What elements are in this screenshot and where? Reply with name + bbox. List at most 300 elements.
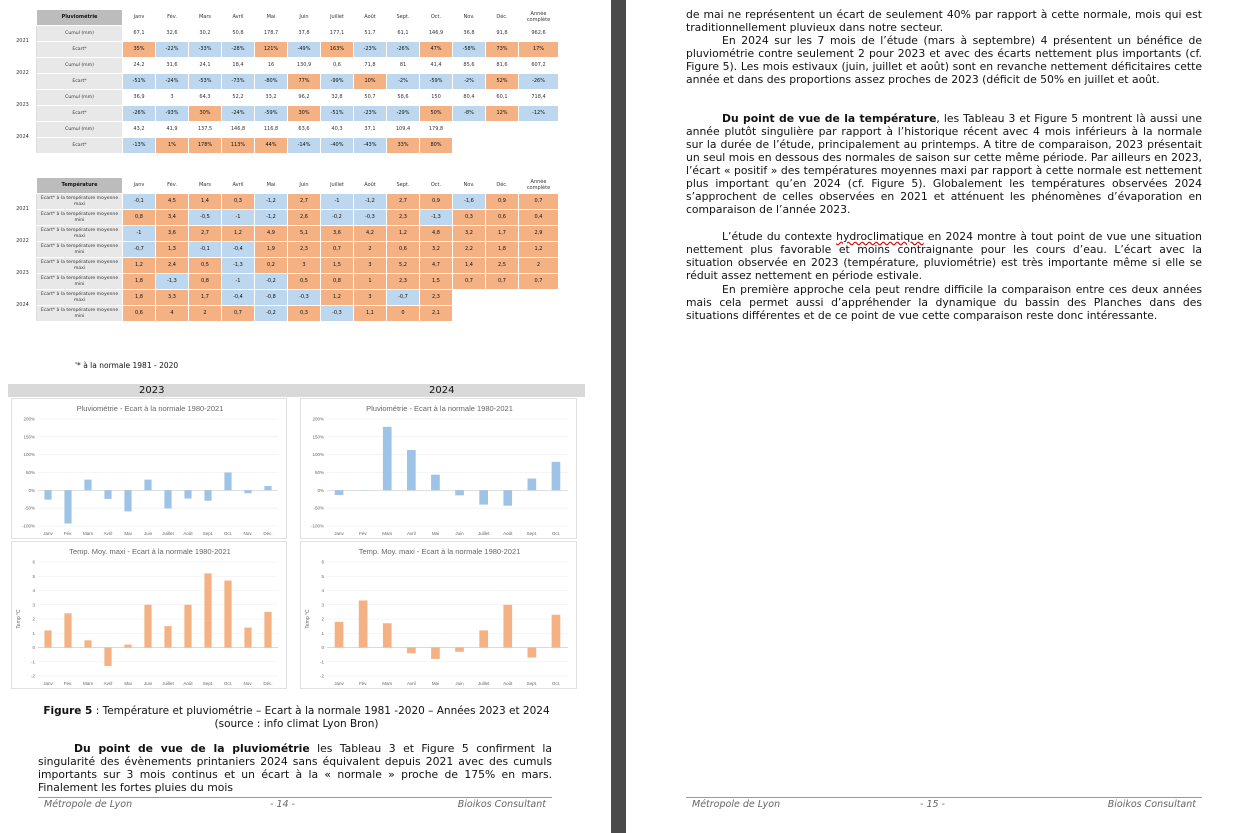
bar — [455, 490, 464, 495]
bar — [164, 490, 171, 508]
value-cell — [519, 290, 559, 306]
month-header: Oct. — [420, 10, 453, 26]
value-cell: 3,3 — [156, 290, 189, 306]
value-cell: 43,2 — [123, 122, 156, 138]
footer-left: Métropole de Lyon — [44, 799, 133, 810]
row-label: Ecart* à la température moyenne mini — [37, 274, 123, 290]
value-cell: 0 — [387, 306, 420, 322]
chart-title: Pluviométrie - Ecart à la normale 1980-2021 — [76, 404, 224, 413]
x-tick-label: Juin — [455, 531, 464, 536]
value-cell: -1 — [123, 226, 156, 242]
value-cell: 2,7 — [189, 226, 222, 242]
value-cell: 50,7 — [354, 90, 387, 106]
value-cell: 32,6 — [156, 26, 189, 42]
month-header: Oct. — [420, 178, 453, 194]
value-cell: -0,3 — [354, 210, 387, 226]
value-cell: 130,9 — [288, 58, 321, 74]
value-cell: -58% — [453, 42, 486, 58]
value-cell: -0,2 — [255, 274, 288, 290]
chart-title: Pluviométrie - Ecart à la normale 1980-2021 — [366, 404, 513, 413]
value-cell: 2,3 — [387, 210, 420, 226]
x-tick-label: Août — [503, 681, 513, 686]
y-tick-label: 200% — [312, 416, 324, 422]
value-cell: 77% — [288, 74, 321, 90]
y-tick-label: 150% — [312, 434, 324, 440]
bar — [407, 450, 416, 490]
value-cell: -24% — [222, 106, 255, 122]
table-title: Pluviométrie — [37, 10, 123, 26]
value-cell: -1,3 — [156, 274, 189, 290]
spellcheck-word: hydroclimatique — [836, 230, 924, 243]
value-cell: 81 — [387, 58, 420, 74]
value-cell: 73% — [486, 42, 519, 58]
y-tick-label: 3 — [321, 602, 324, 608]
value-cell: 0,6 — [321, 58, 354, 74]
bar — [204, 573, 211, 647]
paragraph-hydroclimate — [686, 230, 1202, 282]
bar — [359, 600, 368, 647]
y-tick-label: 6 — [32, 559, 35, 565]
x-tick-label: Août — [503, 531, 513, 536]
value-cell: 3 — [354, 258, 387, 274]
bar — [264, 486, 271, 490]
year-cell: 2022 — [9, 58, 37, 90]
value-cell: -1 — [222, 274, 255, 290]
value-cell: -1,6 — [453, 194, 486, 210]
bar — [224, 581, 231, 648]
para3-text: en 2024 montre à tout point de vue une situation nettement plus favorable et moins contraignante pour les cours d’eau. L’écart avec la situation observée en 2023 (température, pluviométrie) est très importante même si elle se réduit assez nettement en période estivale. — [686, 230, 1202, 282]
month-header: Fév. — [156, 178, 189, 194]
bar — [455, 648, 464, 652]
x-tick-label: Mars — [382, 681, 393, 686]
value-cell: 1,2 — [387, 226, 420, 242]
x-tick-label: Août — [183, 531, 193, 536]
value-cell: 58,6 — [387, 90, 420, 106]
value-cell: 2 — [189, 306, 222, 322]
value-cell: -0,3 — [321, 306, 354, 322]
y-tick-label: -50% — [24, 505, 35, 511]
value-cell: 33% — [387, 138, 420, 154]
value-cell: 2,7 — [288, 194, 321, 210]
value-cell: 17% — [519, 42, 559, 58]
value-cell: 37,8 — [288, 26, 321, 42]
caption-line1: : Température et pluviométrie – Ecart à la normale 1981 -2020 – Années 2023 et 2024 — [92, 705, 550, 717]
value-cell: 1,4 — [189, 194, 222, 210]
value-cell: 32,8 — [321, 90, 354, 106]
x-tick-label: Sept. — [526, 681, 538, 686]
value-cell: -93% — [156, 106, 189, 122]
value-cell: 3,6 — [156, 226, 189, 242]
value-cell: 2,5 — [486, 258, 519, 274]
value-cell: 178% — [189, 138, 222, 154]
y-tick-label: 3 — [32, 602, 35, 608]
bar — [224, 473, 231, 491]
para-text: les Tableau 3 et Figure 5 confirment la singularité des évènements printaniers 2024 sans équivalent depuis 2021 avec des cumuls importants sur 3 mois continus et un écart à la « normale » proche de 175% en mars. Finalement les fortes pluies du mois — [38, 742, 552, 794]
y-tick-label: 100% — [23, 452, 35, 458]
value-cell: 1,5 — [321, 258, 354, 274]
page-14 — [0, 0, 611, 833]
bar — [204, 490, 211, 500]
value-cell: 2,6 — [288, 210, 321, 226]
y-tick-label: -100% — [21, 523, 35, 529]
value-cell: 1,1 — [354, 306, 387, 322]
month-header: Juin — [288, 178, 321, 194]
y-tick-label: 5 — [321, 573, 324, 579]
value-cell: 10% — [354, 74, 387, 90]
value-cell: 36,8 — [453, 26, 486, 42]
value-cell: -12% — [519, 106, 559, 122]
value-cell: 3,2 — [453, 226, 486, 242]
value-cell: 33,2 — [255, 90, 288, 106]
table-row — [9, 58, 559, 74]
value-cell: 0,3 — [222, 194, 255, 210]
bar — [44, 490, 51, 499]
value-cell: 30,2 — [189, 26, 222, 42]
x-tick-label: Oct. — [551, 681, 561, 686]
month-header: Avril — [222, 10, 255, 26]
value-cell: -13% — [123, 138, 156, 154]
value-cell: 0,6 — [387, 242, 420, 258]
value-cell: 63,6 — [288, 122, 321, 138]
y-axis-label: Temp °C — [305, 609, 311, 629]
x-tick-label: Oct. — [223, 681, 233, 686]
month-header: Mai — [255, 178, 288, 194]
bar — [407, 648, 416, 654]
y-axis-label: Temp °C — [16, 609, 22, 629]
value-cell: 179,8 — [420, 122, 453, 138]
y-tick-label: 2 — [321, 616, 324, 622]
chart-pluvio-2023 — [11, 398, 287, 539]
value-cell: 121% — [255, 42, 288, 58]
row-label: Cumul (mm) — [37, 122, 123, 138]
value-cell: 47% — [420, 42, 453, 58]
value-cell: -2% — [453, 74, 486, 90]
page-gutter — [611, 0, 626, 833]
corner-cell — [9, 10, 37, 26]
value-cell — [519, 138, 559, 154]
y-tick-label: 0 — [32, 645, 35, 650]
x-tick-label: Avril — [103, 531, 113, 536]
month-header: Fév. — [156, 10, 189, 26]
row-label: Cumul (mm) — [37, 58, 123, 74]
para3-pre: L’étude du contexte — [722, 230, 837, 243]
temperature-table — [8, 177, 559, 322]
value-cell: -1,3 — [420, 210, 453, 226]
value-cell — [519, 306, 559, 322]
para2-text: , les Tableau 3 et Figure 5 montrent là aussi une année plutôt singulière par rapport à l’historique récent avec 4 mois inférieurs à la normale sur la durée de l’étude, principalement au printemps. A titre de comparaison, 2023 présentait un seul mois en dessous des normales de saison sur cette même période. Par ailleurs en 2023, l’écart « positif » des températures moyennes maxi par rapport à cette normale est nettement plus important qu’en 2024 (cf. Figure 5). Globalement les températures observées 2024 s’approchent de celles observées en 2021 et atténuent les phénomènes d’évaporation en comparaison de l’année 2023. — [686, 112, 1202, 216]
table-row — [9, 290, 559, 306]
x-tick-label: Juin — [143, 681, 153, 686]
value-cell: 1 — [354, 274, 387, 290]
y-tick-label: 2 — [32, 616, 35, 622]
value-cell: -29% — [387, 106, 420, 122]
paragraph-may-rain — [686, 8, 1202, 86]
y-tick-label: 1 — [321, 630, 324, 636]
year-cell: 2023 — [9, 258, 37, 290]
value-cell — [453, 122, 486, 138]
value-cell: 36,9 — [123, 90, 156, 106]
value-cell: -51% — [123, 74, 156, 90]
bar — [144, 480, 151, 491]
value-cell — [486, 306, 519, 322]
value-cell: -26% — [519, 74, 559, 90]
value-cell: -0,4 — [222, 242, 255, 258]
figure-caption — [8, 705, 585, 731]
y-tick-label: -100% — [310, 523, 324, 529]
value-cell: 2,2 — [453, 242, 486, 258]
bar — [479, 630, 488, 647]
bar — [335, 490, 344, 495]
bar — [383, 427, 392, 490]
value-cell: 2,3 — [387, 274, 420, 290]
value-cell — [486, 122, 519, 138]
table-row — [9, 210, 559, 226]
value-cell: 40,3 — [321, 122, 354, 138]
year-cell: 2021 — [9, 26, 37, 58]
y-tick-label: 4 — [321, 588, 324, 593]
value-cell: -0,5 — [189, 210, 222, 226]
value-cell: 52% — [486, 74, 519, 90]
value-cell: 0,5 — [288, 274, 321, 290]
value-cell: 2,7 — [387, 194, 420, 210]
value-cell: 116,8 — [255, 122, 288, 138]
value-cell: 0,4 — [519, 210, 559, 226]
caption-line2: (source : info climat Lyon Bron) — [214, 718, 379, 730]
value-cell: 0,9 — [420, 194, 453, 210]
value-cell: 2,9 — [519, 226, 559, 242]
y-tick-label: 0 — [321, 645, 324, 650]
y-tick-label: 4 — [32, 588, 35, 593]
value-cell: -1,2 — [255, 210, 288, 226]
month-header: Juillet — [321, 10, 354, 26]
bar — [84, 640, 91, 647]
y-tick-label: 6 — [321, 559, 324, 565]
y-tick-label: 100% — [312, 452, 324, 458]
value-cell: 146,8 — [222, 122, 255, 138]
month-header: Déc. — [486, 10, 519, 26]
bar — [383, 623, 392, 647]
row-label: Ecart* à la température moyenne mini — [37, 210, 123, 226]
y-tick-label: -1 — [319, 659, 324, 665]
table-row — [9, 42, 559, 58]
value-cell: 24,1 — [189, 58, 222, 74]
value-cell: 146,9 — [420, 26, 453, 42]
month-header: Déc. — [486, 178, 519, 194]
bar — [552, 615, 561, 648]
y-tick-label: 150% — [23, 434, 35, 440]
value-cell: 4,7 — [420, 258, 453, 274]
value-cell: 3 — [156, 90, 189, 106]
x-tick-label: Mars — [83, 531, 93, 536]
y-tick-label: 50% — [314, 470, 324, 475]
value-cell: 1,3 — [156, 242, 189, 258]
value-cell: 4,5 — [156, 194, 189, 210]
value-cell: 4,2 — [354, 226, 387, 242]
bar — [144, 605, 151, 648]
bar — [503, 490, 512, 505]
value-cell: 0,8 — [321, 274, 354, 290]
bar — [104, 490, 111, 499]
table-row — [9, 26, 559, 42]
value-cell: 0,7 — [321, 242, 354, 258]
row-label: Ecart* à la température moyenne maxi — [37, 226, 123, 242]
value-cell: 178,7 — [255, 26, 288, 42]
table-row — [9, 306, 559, 322]
value-cell: 962,6 — [519, 26, 559, 42]
bar — [164, 626, 171, 647]
value-cell: -49% — [288, 42, 321, 58]
month-header: Mars — [189, 10, 222, 26]
value-cell: -0,7 — [123, 242, 156, 258]
chart-title: Temp. Moy. maxi - Ecart à la normale 1980-2021 — [69, 547, 231, 556]
bar — [184, 605, 191, 648]
value-cell: 2,1 — [420, 306, 453, 322]
row-label: Ecart* à la température moyenne mini — [37, 242, 123, 258]
value-cell: -80% — [255, 74, 288, 90]
x-tick-label: Mai — [124, 531, 132, 536]
x-tick-label: Oct. — [223, 531, 233, 536]
value-cell: -8% — [453, 106, 486, 122]
row-label: Cumul (mm) — [37, 90, 123, 106]
value-cell: 4 — [156, 306, 189, 322]
month-header: Mai — [255, 10, 288, 26]
value-cell: 1,2 — [321, 290, 354, 306]
value-cell: -0,2 — [321, 210, 354, 226]
value-cell: -53% — [189, 74, 222, 90]
bar — [528, 648, 537, 658]
year-total-header: Année complète — [519, 178, 559, 194]
value-cell: 0,9 — [486, 194, 519, 210]
value-cell: 3 — [288, 258, 321, 274]
value-cell: 52,2 — [222, 90, 255, 106]
x-tick-label: Janv — [43, 681, 53, 686]
value-cell: 60,1 — [486, 90, 519, 106]
value-cell: -99% — [321, 74, 354, 90]
bar — [264, 612, 271, 648]
value-cell: -0,2 — [255, 306, 288, 322]
bar — [44, 630, 51, 647]
value-cell: -51% — [321, 106, 354, 122]
y-tick-label: 1 — [32, 630, 35, 636]
value-cell — [486, 138, 519, 154]
value-cell: 1,2 — [222, 226, 255, 242]
paragraph-comparison: En première approche cela peut rendre difficile la comparaison entre ces deux années mais cela permet aussi d’appréhender la dynamique du bassin des Planches dans des situations différentes et de ce point de vue cette comparaison reste donc intéressante. — [686, 283, 1202, 322]
para1a: de mai ne représentent un écart de seulement 40% par rapport à cette normale, mois qui est traditionnellement pluvieux dans notre secteur. — [686, 8, 1202, 34]
footer-left: Métropole de Lyon — [692, 799, 781, 810]
value-cell: 30% — [189, 106, 222, 122]
value-cell: 5,2 — [387, 258, 420, 274]
value-cell: -24% — [156, 74, 189, 90]
value-cell: 41,4 — [420, 58, 453, 74]
value-cell: 0,8 — [123, 210, 156, 226]
table-title: Température — [37, 178, 123, 194]
x-tick-label: Fév. — [358, 681, 368, 686]
table-row — [9, 138, 559, 154]
row-label: Ecart* — [37, 42, 123, 58]
page-number: - 15 - — [920, 799, 945, 810]
value-cell: 0,7 — [486, 274, 519, 290]
value-cell: 1,8 — [486, 242, 519, 258]
x-tick-label: Nov. — [243, 531, 253, 536]
row-label: Ecart* — [37, 138, 123, 154]
month-header: Août — [354, 178, 387, 194]
y-tick-label: -50% — [313, 505, 324, 511]
bar — [64, 613, 71, 647]
bar — [431, 475, 440, 491]
value-cell: -23% — [354, 106, 387, 122]
paragraph-temperature — [686, 112, 1202, 216]
value-cell: 0,6 — [486, 210, 519, 226]
value-cell: 71,8 — [354, 58, 387, 74]
pluviometry-table — [8, 9, 559, 154]
value-cell: 3,4 — [156, 210, 189, 226]
value-cell: -1 — [321, 194, 354, 210]
footer-right: Bioikos Consultant — [457, 799, 546, 810]
value-cell: 37,1 — [354, 122, 387, 138]
value-cell: 12% — [486, 106, 519, 122]
table-footnote: '* à la normale 1981 - 2020 — [75, 361, 179, 370]
footer-15 — [686, 797, 1202, 809]
x-tick-label: Fév. — [358, 531, 368, 536]
bar — [184, 490, 191, 498]
value-cell: 0,7 — [222, 306, 255, 322]
bar — [479, 490, 488, 504]
value-cell: 1,7 — [189, 290, 222, 306]
value-cell: -23% — [354, 42, 387, 58]
value-cell: 96,2 — [288, 90, 321, 106]
footer-14 — [38, 797, 552, 809]
bar — [244, 490, 251, 493]
table-row — [9, 194, 559, 210]
value-cell: 0,7 — [453, 274, 486, 290]
value-cell: 44% — [255, 138, 288, 154]
table-row — [9, 122, 559, 138]
month-header: Janv — [123, 10, 156, 26]
chart-title: Temp. Moy. maxi - Ecart à la normale 1980-2021 — [358, 547, 521, 556]
year-total-header: Année complète — [519, 10, 559, 26]
chart-temp-2023 — [11, 541, 287, 689]
value-cell: 41,9 — [156, 122, 189, 138]
x-tick-label: Avril — [407, 681, 416, 686]
value-cell: -0,3 — [288, 290, 321, 306]
value-cell: -26% — [387, 42, 420, 58]
x-tick-label: Avril — [103, 681, 113, 686]
x-tick-label: Sept. — [202, 681, 214, 686]
value-cell: 1,2 — [123, 258, 156, 274]
x-tick-label: Déc. — [263, 681, 273, 686]
y-tick-label: 0% — [317, 487, 324, 493]
para1b: En 2024 sur les 7 mois de l’étude (mars à septembre) 4 présentent un bénéfice de pluviométrie contre seulement 2 pour 2023 et avec des écarts nettement plus importants (cf. Figure 5). Les mois estivaux (juin, juillet et août) sont en revanche nettement déficitaires cette année et dans des proportions assez proches de 2023 (déficit de 50% en juillet et août. — [686, 34, 1202, 86]
value-cell: -33% — [189, 42, 222, 58]
value-cell: -26% — [123, 106, 156, 122]
value-cell: 64,3 — [189, 90, 222, 106]
x-tick-label: Déc. — [263, 531, 273, 536]
value-cell — [453, 138, 486, 154]
month-header: Avril — [222, 178, 255, 194]
value-cell: -43% — [354, 138, 387, 154]
value-cell: -0,4 — [222, 290, 255, 306]
value-cell: 2,3 — [420, 290, 453, 306]
value-cell: 109,4 — [387, 122, 420, 138]
year-cell: 2023 — [9, 90, 37, 122]
bar — [431, 648, 440, 659]
value-cell: 50% — [420, 106, 453, 122]
table-row — [9, 106, 559, 122]
value-cell: 1,8 — [123, 290, 156, 306]
value-cell: 67,1 — [123, 26, 156, 42]
value-cell: -0,1 — [123, 194, 156, 210]
bar — [552, 462, 561, 491]
